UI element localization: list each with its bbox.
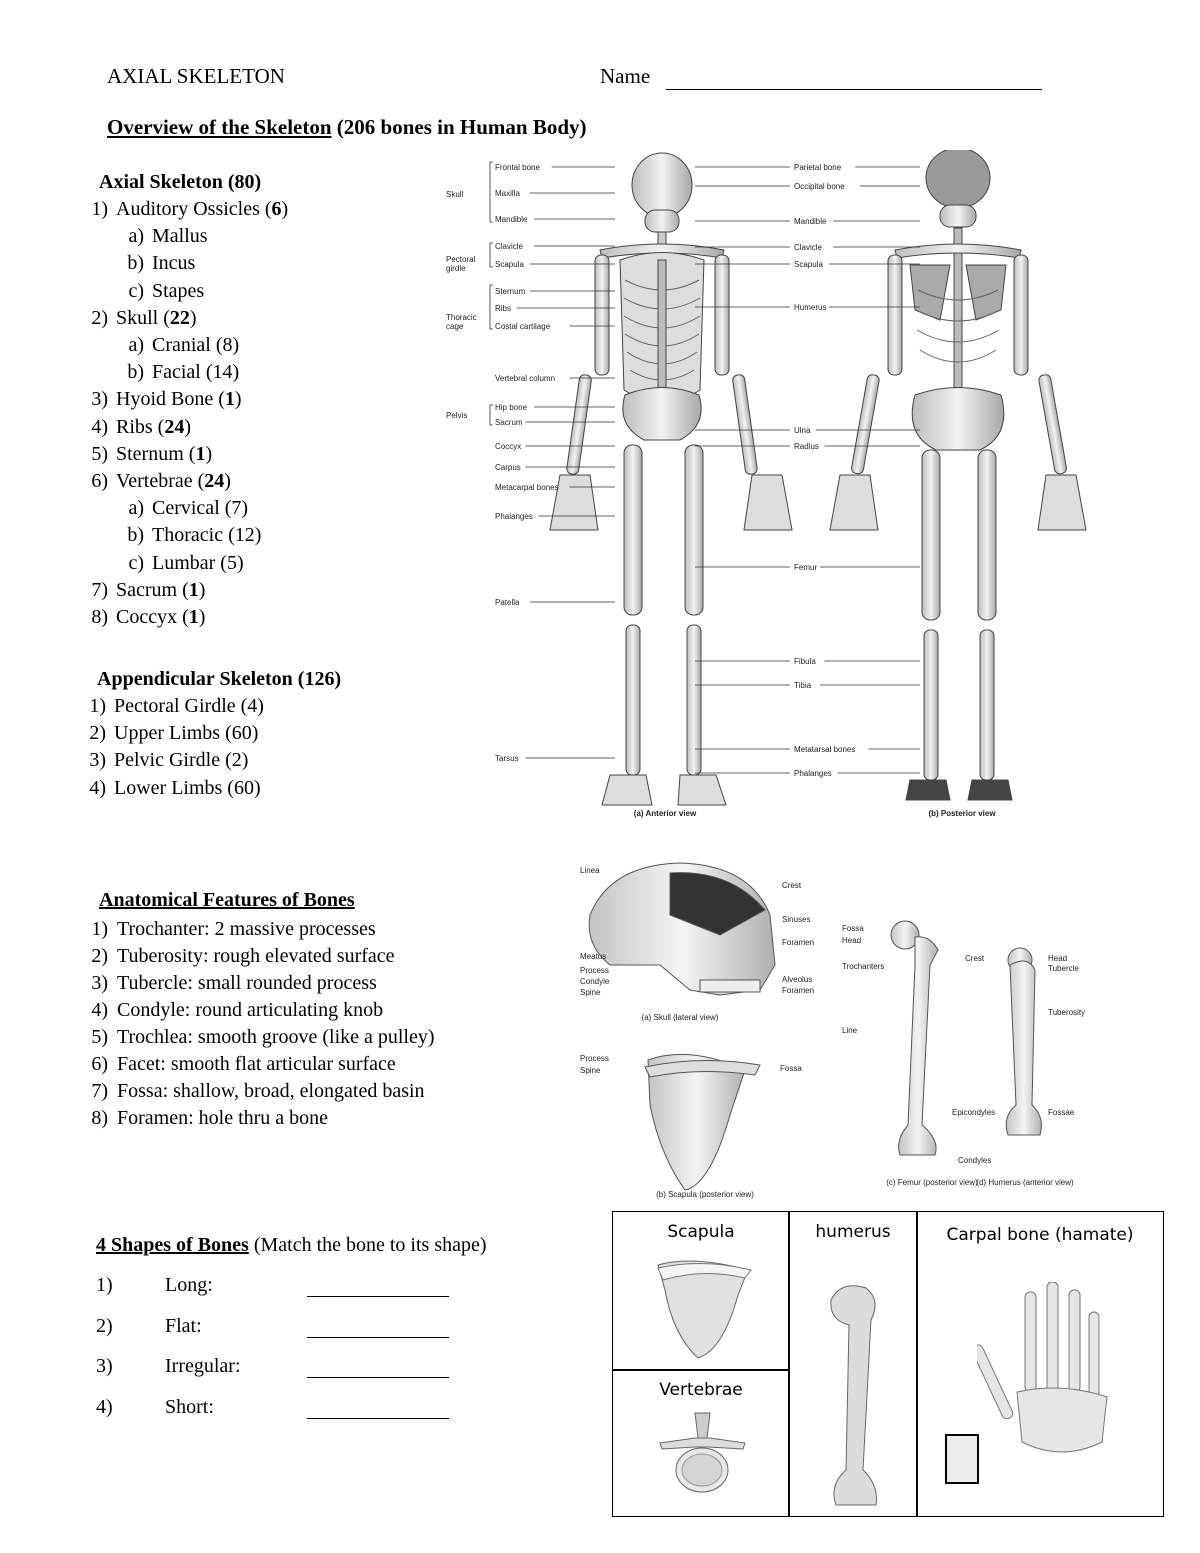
item-count: 24 bbox=[204, 470, 225, 493]
skeleton-left-label: Patella bbox=[495, 598, 520, 607]
humerus-feature-label: Tuberosity bbox=[1048, 1008, 1086, 1017]
item-number: 3) bbox=[91, 972, 108, 994]
axial-subitem bbox=[72, 332, 288, 359]
feature-item bbox=[74, 1105, 435, 1132]
shapes-heading bbox=[96, 1234, 487, 1257]
skeleton-right-label: Ulna bbox=[794, 426, 811, 435]
axial-subitem bbox=[72, 278, 288, 305]
skeleton-right-label: Clavicle bbox=[794, 243, 823, 252]
shape-row bbox=[96, 1396, 456, 1426]
skull-feature-label: Meatus bbox=[580, 952, 607, 961]
item-number: 8) bbox=[91, 606, 108, 629]
item-label: Pelvic Girdle (2) bbox=[114, 749, 249, 772]
humerus-image bbox=[821, 1280, 887, 1510]
item-number: 2) bbox=[89, 722, 106, 745]
item-label: Auditory Ossicles (6) bbox=[116, 198, 289, 220]
axial-item bbox=[72, 414, 288, 441]
item-number: 8) bbox=[91, 1107, 108, 1129]
skeleton-left-label: Vertebral column bbox=[495, 374, 556, 383]
item-number: 4) bbox=[91, 999, 108, 1021]
item-label: Skull (22) bbox=[116, 306, 197, 329]
appendicular-item bbox=[70, 775, 264, 802]
axial-subitem bbox=[72, 223, 288, 250]
item-label: Vertebrae (24) bbox=[116, 470, 231, 493]
item-label: Coccyx (1) bbox=[116, 606, 206, 629]
humerus-feature-label: Tubercle bbox=[1048, 964, 1079, 973]
item-number: 5) bbox=[91, 442, 108, 465]
item-number: 1) bbox=[91, 198, 108, 220]
shape-label: Short: bbox=[165, 1396, 214, 1418]
name-label: Name bbox=[600, 64, 651, 88]
shape-number: 1) bbox=[96, 1274, 113, 1296]
item-label: Cervical (7) bbox=[152, 497, 249, 520]
item-label: Trochlea: smooth groove (like a pulley) bbox=[117, 1026, 435, 1048]
item-close: ) bbox=[205, 442, 213, 465]
carpal-box bbox=[916, 1211, 1164, 1517]
femur-feature-label: Head bbox=[842, 936, 862, 945]
item-label: Facet: smooth flat articular surface bbox=[117, 1053, 396, 1075]
humerus-box bbox=[788, 1211, 918, 1517]
carpal-box-title: Carpal bone (hamate) bbox=[946, 1225, 1134, 1245]
axial-heading: Axial Skeleton (80) bbox=[99, 171, 262, 193]
axial-subitem bbox=[72, 522, 288, 549]
femur-drawing bbox=[891, 921, 938, 1155]
item-label: Trochanter: 2 massive processes bbox=[117, 918, 376, 940]
features-caption: (c) Femur (posterior view) bbox=[886, 1178, 978, 1187]
features-caption: (a) Skull (lateral view) bbox=[641, 1013, 719, 1022]
axial-subitem bbox=[72, 250, 288, 277]
shape-answer-line[interactable] bbox=[307, 1377, 449, 1378]
feature-item bbox=[74, 943, 435, 970]
overview-rest: (206 bones in Human Body) bbox=[336, 115, 587, 139]
item-label: Foramen: hole thru a bone bbox=[117, 1107, 329, 1129]
posterior-skeleton bbox=[830, 150, 1086, 800]
item-number: c) bbox=[128, 279, 144, 302]
item-label: Facial (14) bbox=[152, 361, 240, 384]
item-number: b) bbox=[127, 361, 144, 384]
item-count: 22 bbox=[169, 306, 190, 329]
skull-feature-label: Spine bbox=[580, 988, 601, 997]
skeleton-left-label: Scapula bbox=[495, 260, 524, 269]
item-label: Lower Limbs (60) bbox=[114, 776, 261, 799]
skeleton-left-label: Mandible bbox=[495, 215, 528, 224]
shapes-heading-rest: (Match the bone to its shape) bbox=[253, 1234, 487, 1256]
item-close: ) bbox=[184, 415, 192, 438]
skeleton-left-label: Frontal bone bbox=[495, 163, 540, 172]
item-label: Ribs (24) bbox=[116, 415, 192, 438]
humerus-box-title: humerus bbox=[815, 1222, 891, 1242]
skull-feature-label: Foramen bbox=[782, 986, 815, 995]
appendicular-item bbox=[70, 747, 264, 774]
axial-item bbox=[72, 604, 288, 631]
item-close: ) bbox=[234, 388, 242, 411]
skeleton-left-labels bbox=[495, 163, 615, 763]
shape-number: 2) bbox=[96, 1315, 113, 1337]
shape-answer-line[interactable] bbox=[307, 1296, 449, 1297]
skeleton-group-labels bbox=[446, 162, 493, 425]
item-close: ) bbox=[281, 198, 289, 220]
item-count: 1 bbox=[188, 578, 199, 601]
feature-item bbox=[74, 970, 435, 997]
group-bracket bbox=[490, 285, 493, 329]
features-caption: (b) Scapula (posterior view) bbox=[656, 1190, 754, 1199]
item-label: Tubercle: small rounded process bbox=[117, 972, 377, 994]
skull-feature-label: Sinuses bbox=[782, 915, 811, 924]
item-number: b) bbox=[127, 252, 144, 275]
feature-item bbox=[74, 1078, 435, 1105]
item-count: 1 bbox=[188, 606, 199, 629]
skeleton-right-label: Mandible bbox=[794, 217, 827, 226]
skeleton-left-label: Coccyx bbox=[495, 442, 522, 451]
skeleton-figure bbox=[440, 150, 1100, 825]
axial-subitem bbox=[72, 495, 288, 522]
skeleton-right-label: Fibula bbox=[794, 657, 816, 666]
shape-row bbox=[96, 1274, 456, 1304]
features-caption: (d) Humerus (anterior view) bbox=[976, 1178, 1074, 1187]
item-number: 3) bbox=[91, 388, 108, 411]
item-number: a) bbox=[128, 225, 144, 248]
item-count: 6 bbox=[271, 198, 282, 220]
scapula-image bbox=[653, 1250, 753, 1360]
skeleton-group-label: Pectoral bbox=[446, 255, 476, 264]
skeleton-left-label: Phalanges bbox=[495, 512, 533, 521]
hand-image bbox=[977, 1282, 1147, 1472]
item-number: c) bbox=[128, 551, 144, 574]
item-number: 2) bbox=[91, 945, 108, 967]
vertebra-image bbox=[655, 1408, 750, 1498]
axial-subitem bbox=[72, 359, 288, 386]
shapes-heading-underlined: 4 Shapes of Bones bbox=[96, 1234, 249, 1256]
skeleton-captions bbox=[634, 809, 997, 818]
item-count: 24 bbox=[164, 415, 185, 438]
skeleton-right-label: Metatarsal bones bbox=[794, 745, 856, 754]
item-label: Hyoid Bone (1) bbox=[116, 388, 242, 411]
item-number: 3) bbox=[89, 749, 106, 772]
humerus-feature-label: Head bbox=[1048, 954, 1068, 963]
skeleton-right-label: Phalanges bbox=[794, 769, 832, 778]
item-number: 2) bbox=[91, 306, 108, 329]
features-heading: Anatomical Features of Bones bbox=[99, 889, 355, 911]
shape-label: Long: bbox=[165, 1274, 213, 1296]
appendicular-item bbox=[70, 693, 264, 720]
axial-item bbox=[72, 441, 288, 468]
axial-item bbox=[72, 386, 288, 413]
skeleton-left-label: Tarsus bbox=[495, 754, 519, 763]
item-number: a) bbox=[128, 497, 144, 520]
item-number: a) bbox=[128, 334, 144, 357]
group-bracket bbox=[490, 162, 493, 222]
shape-row bbox=[96, 1315, 456, 1345]
group-bracket bbox=[490, 243, 493, 267]
skeleton-group-label: Pelvis bbox=[446, 411, 468, 420]
shape-answer-line[interactable] bbox=[307, 1337, 449, 1338]
skeleton-right-label: Parietal bone bbox=[794, 163, 842, 172]
appendicular-item bbox=[70, 720, 264, 747]
item-label: Condyle: round articulating knob bbox=[117, 999, 384, 1021]
skeleton-left-label: Sacrum bbox=[495, 418, 523, 427]
skeleton-group-label: Skull bbox=[446, 190, 464, 199]
item-close: ) bbox=[198, 606, 206, 629]
femur-feature-label: Fossa bbox=[842, 924, 864, 933]
skeleton-left-label: Clavicle bbox=[495, 242, 524, 251]
item-number: 1) bbox=[91, 918, 108, 940]
femur-feature-label: Crest bbox=[965, 954, 985, 963]
scapula-drawing bbox=[645, 1054, 760, 1190]
scapula-box bbox=[612, 1211, 790, 1371]
item-number: 5) bbox=[91, 1026, 108, 1048]
vertebrae-box bbox=[612, 1369, 790, 1517]
item-number: 6) bbox=[91, 1053, 108, 1075]
axial-list bbox=[72, 196, 288, 631]
item-label: Tuberosity: rough elevated surface bbox=[117, 945, 395, 967]
item-close: ) bbox=[198, 578, 206, 601]
femur-feature-label: Condyles bbox=[958, 1156, 992, 1165]
axial-item bbox=[72, 196, 288, 223]
scapula-feature-label: Process bbox=[580, 1054, 609, 1063]
item-count: 1 bbox=[195, 442, 206, 465]
skeleton-right-label: Tibia bbox=[794, 681, 812, 690]
skeleton-left-label: Sternum bbox=[495, 287, 526, 296]
skeleton-right-label: Femur bbox=[794, 563, 818, 572]
humerus-feature-label: Fossae bbox=[1048, 1108, 1075, 1117]
skull-feature-label: Linea bbox=[580, 866, 600, 875]
skeleton-left-label: Metacarpal bones bbox=[495, 483, 559, 492]
shape-number: 4) bbox=[96, 1396, 113, 1418]
item-number: 6) bbox=[91, 470, 108, 493]
bone-features-figure bbox=[570, 855, 1100, 1205]
skull-feature-label: Crest bbox=[782, 881, 802, 890]
item-close: ) bbox=[189, 306, 197, 329]
item-number: 1) bbox=[89, 695, 106, 717]
shape-label: Flat: bbox=[165, 1315, 202, 1337]
item-number: 4) bbox=[91, 415, 108, 438]
item-label: Fossa: shallow, broad, elongated basin bbox=[117, 1080, 425, 1102]
anterior-skeleton bbox=[550, 153, 792, 805]
item-number: 7) bbox=[91, 578, 108, 601]
skeleton-group-label: cage bbox=[446, 322, 464, 331]
axial-item bbox=[72, 577, 288, 604]
item-label: Sternum (1) bbox=[116, 442, 213, 465]
skeleton-group-label: Thoracic bbox=[446, 313, 477, 322]
item-label: Incus bbox=[152, 252, 196, 275]
skeleton-caption: (b) Posterior view bbox=[928, 809, 996, 818]
skeleton-right-labels bbox=[695, 163, 920, 778]
group-bracket bbox=[490, 405, 493, 425]
item-label: Upper Limbs (60) bbox=[114, 722, 259, 745]
item-number: 7) bbox=[91, 1080, 108, 1102]
skull-feature-label: Foramen bbox=[782, 938, 815, 947]
skeleton-left-label: Hip bone bbox=[495, 403, 528, 412]
femur-feature-label: Epicondyles bbox=[952, 1108, 996, 1117]
axial-subitem bbox=[72, 550, 288, 577]
humerus-drawing bbox=[1006, 948, 1041, 1135]
scapula-box-title: Scapula bbox=[667, 1222, 735, 1242]
item-label: Cranial (8) bbox=[152, 334, 240, 357]
skull-feature-label: Process bbox=[580, 966, 609, 975]
appendicular-heading: Appendicular Skeleton (126) bbox=[97, 668, 342, 690]
skull-feature-label: Alveolus bbox=[782, 975, 813, 984]
axial-item bbox=[72, 305, 288, 332]
item-count: 1 bbox=[224, 388, 235, 411]
item-number: 4) bbox=[89, 776, 106, 799]
feature-item bbox=[74, 1024, 435, 1051]
shape-label: Irregular: bbox=[165, 1355, 241, 1377]
feature-item bbox=[74, 916, 435, 943]
hamate-highlight-box bbox=[945, 1434, 979, 1484]
skeleton-left-label: Carpus bbox=[495, 463, 521, 472]
features-list bbox=[74, 916, 435, 1132]
shape-answer-line[interactable] bbox=[307, 1418, 449, 1419]
skull-feature-label: Condyle bbox=[580, 977, 610, 986]
skeleton-right-label: Humerus bbox=[794, 303, 827, 312]
item-label: Mallus bbox=[152, 225, 208, 248]
feature-item bbox=[74, 997, 435, 1024]
overview-underlined: Overview of the Skeleton bbox=[107, 115, 332, 139]
skeleton-left-label: Costal cartilage bbox=[495, 322, 551, 331]
shape-number: 3) bbox=[96, 1355, 113, 1377]
skeleton-group-label: girdle bbox=[446, 264, 466, 273]
item-close: ) bbox=[224, 470, 231, 493]
item-label: Thoracic (12) bbox=[152, 524, 262, 547]
scapula-feature-label: Spine bbox=[580, 1066, 601, 1075]
axial-item bbox=[72, 468, 288, 495]
overview-heading bbox=[107, 115, 587, 140]
item-label: Lumbar (5) bbox=[152, 551, 244, 574]
skeleton-right-label: Occipital bone bbox=[794, 182, 845, 191]
skeleton-right-label: Radius bbox=[794, 442, 819, 451]
shape-row bbox=[96, 1355, 456, 1385]
skull-lateral-drawing bbox=[589, 863, 775, 995]
item-number: b) bbox=[127, 524, 144, 547]
skeleton-left-label: Maxilla bbox=[495, 189, 520, 198]
item-label: Pectoral Girdle (4) bbox=[114, 695, 264, 717]
scapula-feature-label: Fossa bbox=[780, 1064, 802, 1073]
skeleton-right-label: Scapula bbox=[794, 260, 823, 269]
appendicular-list bbox=[70, 693, 264, 802]
worksheet-title: AXIAL SKELETON bbox=[107, 64, 285, 88]
femur-feature-label: Trochanters bbox=[842, 962, 885, 971]
femur-feature-label: Line bbox=[842, 1026, 858, 1035]
item-label: Stapes bbox=[152, 279, 205, 302]
skeleton-left-label: Ribs bbox=[495, 304, 512, 313]
feature-item bbox=[74, 1051, 435, 1078]
vertebrae-box-title: Vertebrae bbox=[659, 1380, 743, 1400]
item-label: Sacrum (1) bbox=[116, 578, 206, 601]
name-blank-line[interactable] bbox=[666, 89, 1042, 90]
skeleton-caption: (a) Anterior view bbox=[633, 809, 697, 818]
